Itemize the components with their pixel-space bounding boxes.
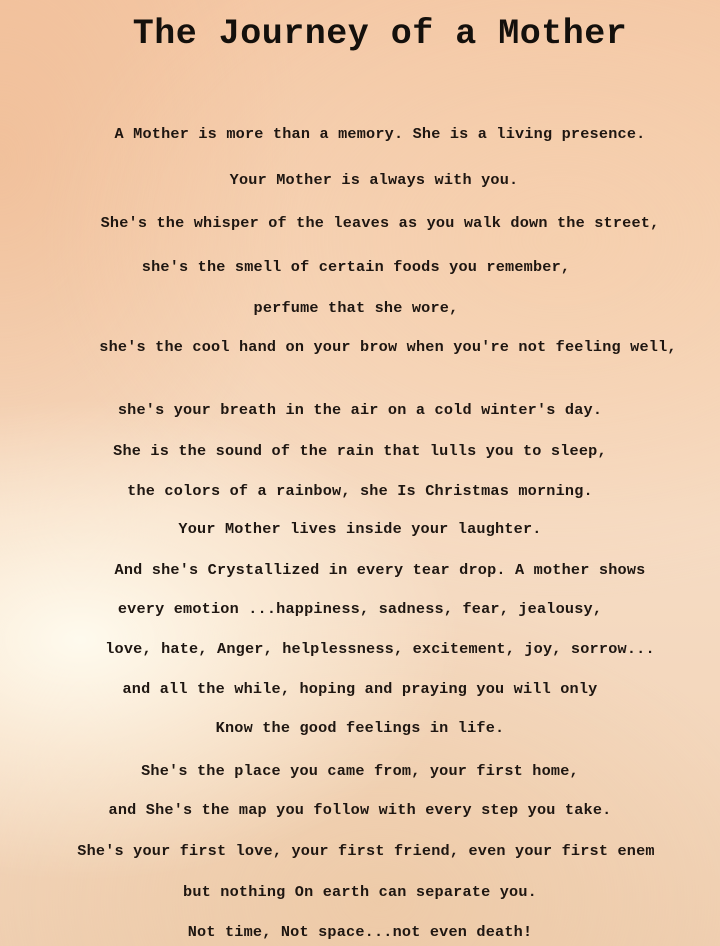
poem-line: every emotion ...happiness, sadness, fear, jealousy, xyxy=(117,600,603,618)
poem-line: Not time, Not space...not even death! xyxy=(187,923,533,941)
poem-line: she's your breath in the air on a cold winter's day. xyxy=(117,401,603,419)
poem-line: she's the smell of certain foods you remember, xyxy=(141,258,571,276)
poem-line: she's the cool hand on your brow when you're not feeling well, xyxy=(99,338,677,356)
poem-line: Your Mother lives inside your laughter. xyxy=(178,520,542,538)
poem-line: the colors of a rainbow, she Is Christmas morning. xyxy=(127,482,593,500)
poem-line: and She's the map you follow with every step you take. xyxy=(108,801,612,819)
poem-line: She is the sound of the rain that lulls you to sleep, xyxy=(113,442,607,460)
poem-line: She's the whisper of the leaves as you walk down the street, xyxy=(100,214,660,232)
poem-line: perfume that she wore, xyxy=(253,299,459,317)
poem-line: Know the good feelings in life. xyxy=(215,719,505,737)
poem-title: The Journey of a Mother xyxy=(132,14,628,54)
poem-line: and all the while, hoping and praying you will only xyxy=(122,680,598,698)
poem-line: And she's Crystallized in every tear drop. A mother shows xyxy=(114,561,646,579)
poem-line: She's your first love, your first friend, even your first enem xyxy=(77,842,655,860)
poem-line: A Mother is more than a memory. She is a living presence. xyxy=(114,125,646,143)
poem-line: love, hate, Anger, helplessness, excitement, joy, sorrow... xyxy=(105,640,655,658)
poem-line: She's the place you came from, your first home, xyxy=(141,762,579,780)
poem-line: Your Mother is always with you. xyxy=(229,171,519,189)
poem-line: but nothing On earth can separate you. xyxy=(183,883,537,901)
